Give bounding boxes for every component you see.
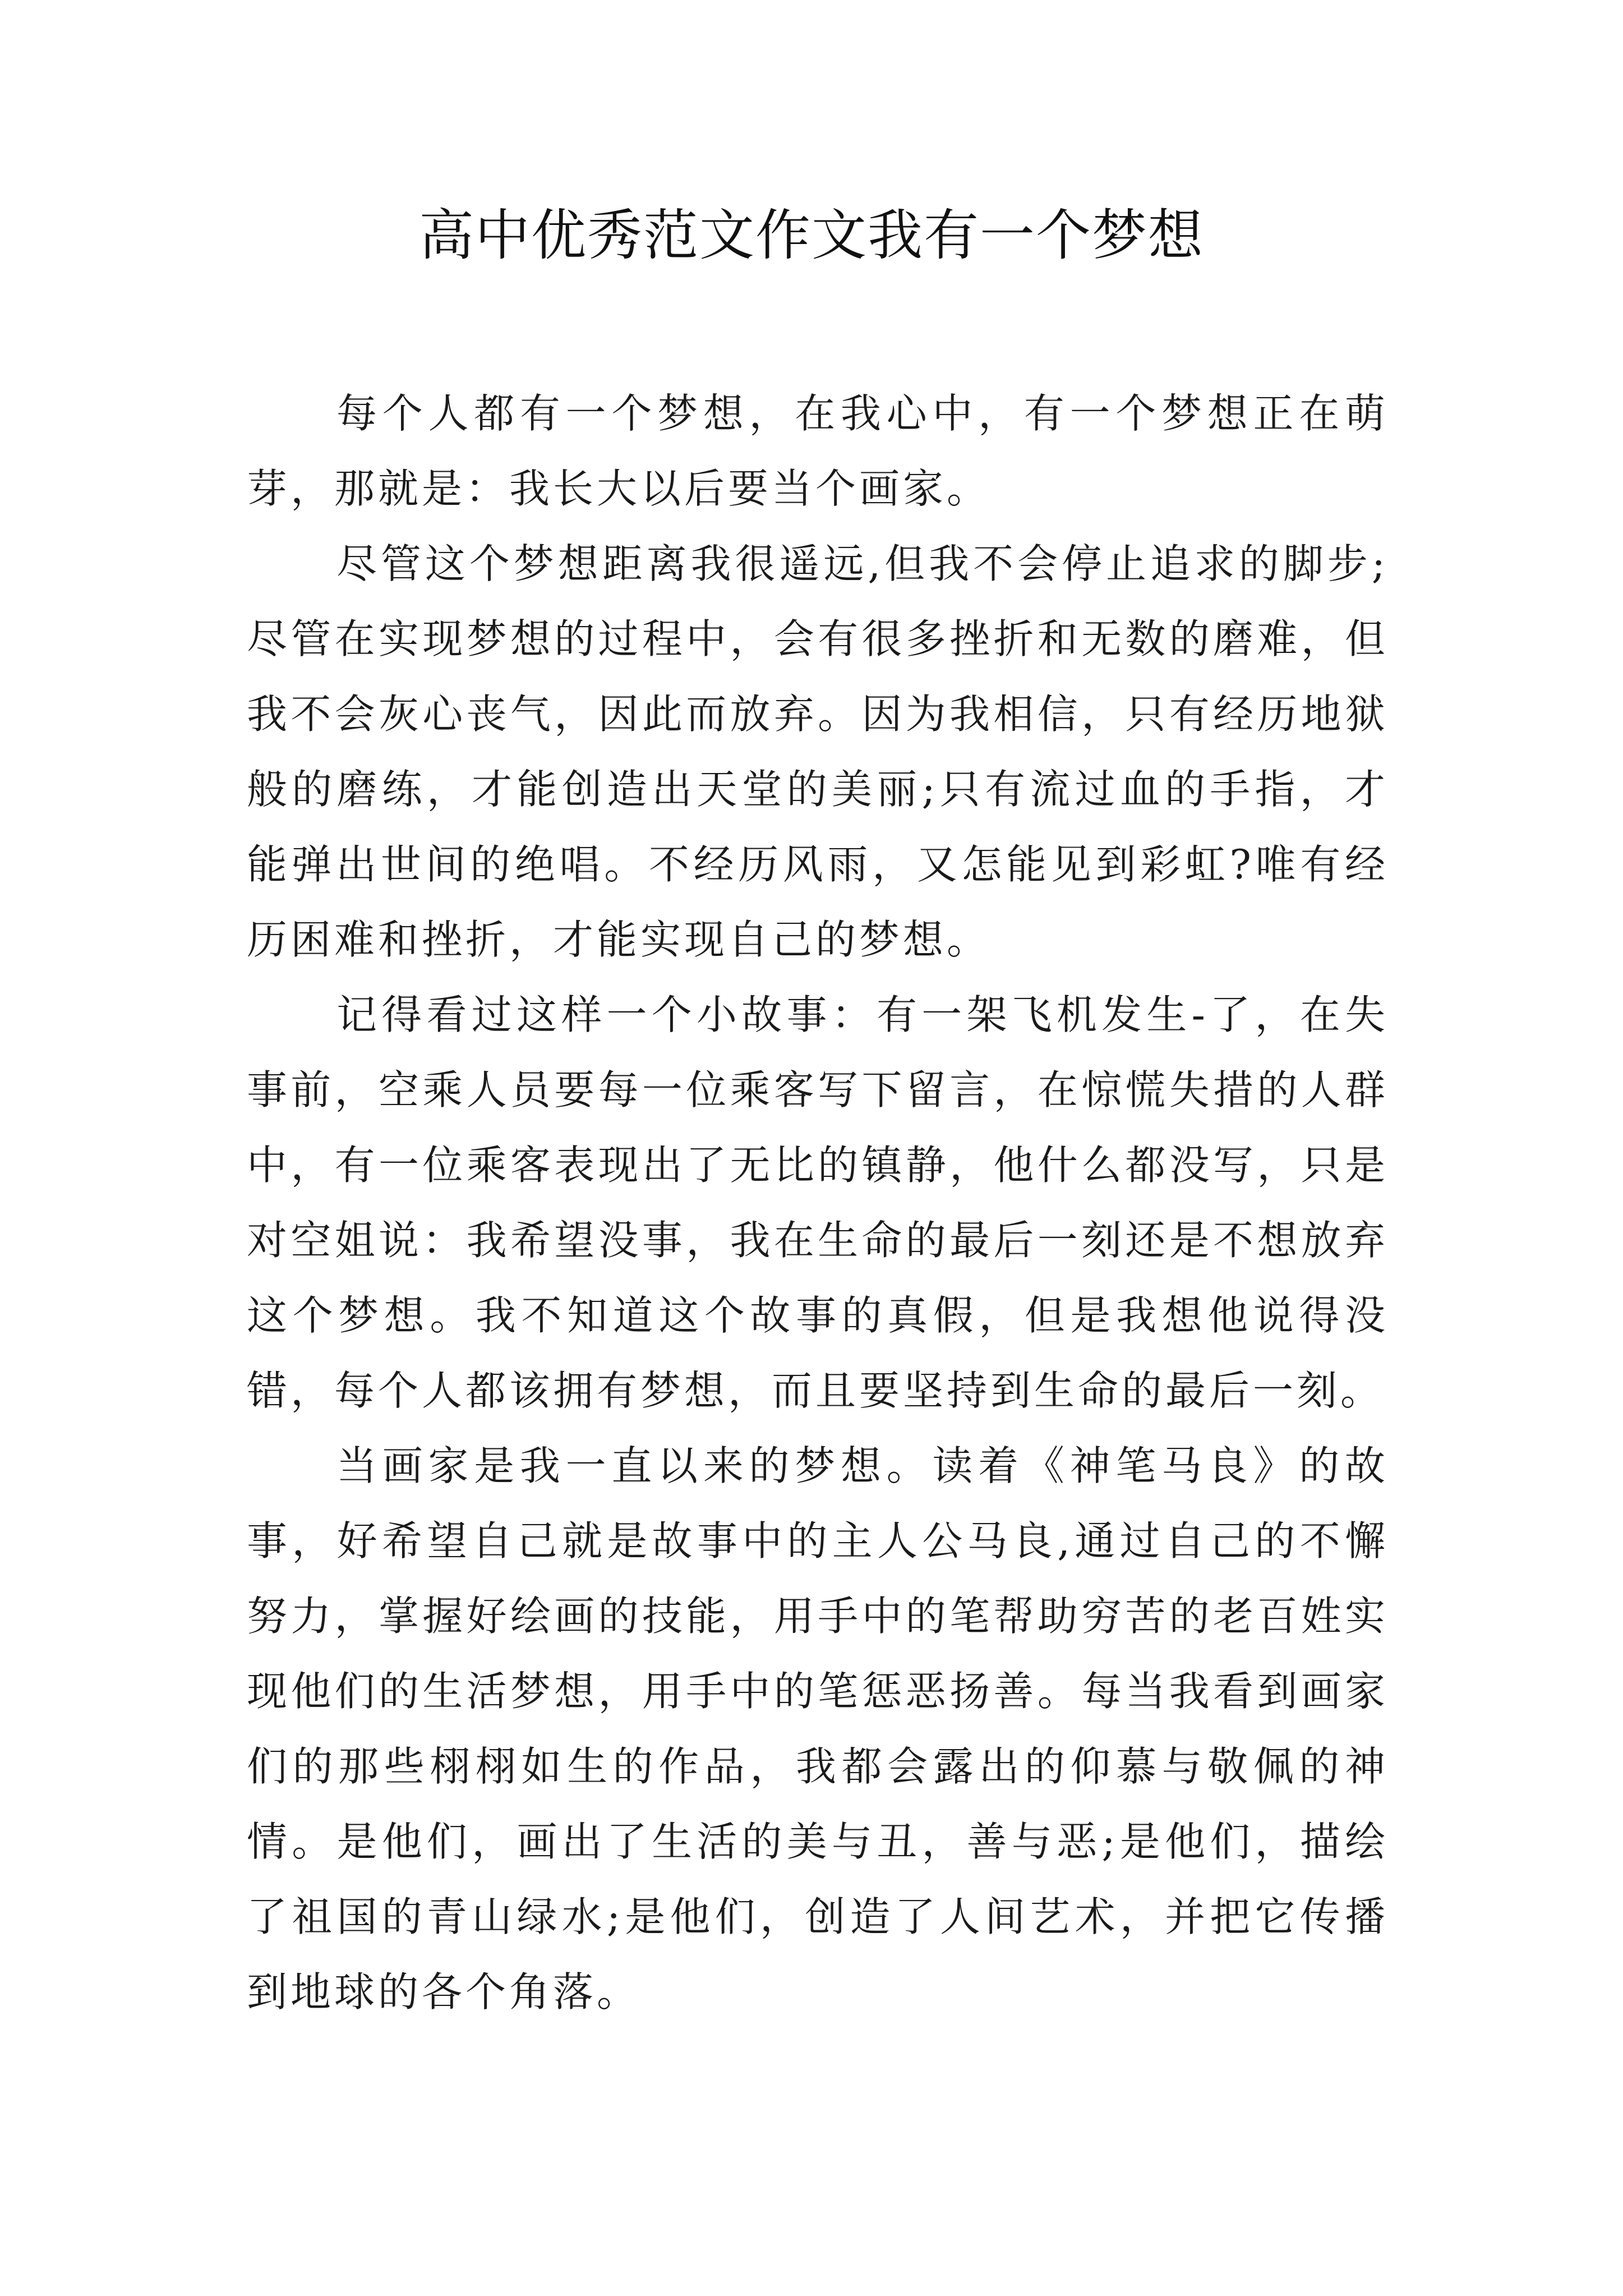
paragraph-3: 记得看过这样一个小故事：有一架飞机发生-了，在失事前，空乘人员要每一位乘客写下留言，在惊慌失措的人群中，有一位乘客表现出了无比的镇静，他什么都没写，只是对空姐说：我希望没事，我在生命的最后一刻还是不想放弃这个梦想。我不知道这个故事的真假，但是我想他说得没错，每个人都该拥有梦想，而且要坚持到生命的最后一刻。 (247, 991, 1389, 1414)
document-body (247, 376, 1389, 2030)
paragraph-4: 当画家是我一直以来的梦想。读着《神笔马良》的故事，好希望自己就是故事中的主人公马良,通过自己的不懈努力，掌握好绘画的技能，用手中的笔帮助穷苦的老百姓实现他们的生活梦想，用手中的笔惩恶扬善。每当我看到画家们的那些栩栩如生的作品，我都会露出的仰慕与敬佩的神情。是他们，画出了生活的美与丑，善与恶;是他们，描绘了祖国的青山绿水;是他们，创造了人间艺术，并把它传播到地球的各个角落。 (247, 1442, 1389, 2016)
paragraph-1: 每个人都有一个梦想，在我心中，有一个梦想正在萌芽，那就是：我长大以后要当个画家。 (247, 390, 1389, 512)
paragraph-2: 尽管这个梦想距离我很遥远,但我不会停止追求的脚步;尽管在实现梦想的过程中，会有很多挫折和无数的磨难，但我不会灰心丧气，因此而放弃。因为我相信，只有经历地狱般的磨练，才能创造出天堂的美丽;只有流过血的手指，才能弹出世间的绝唱。不经历风雨，又怎能见到彩虹?唯有经历困难和挫折，才能实现自己的梦想。 (247, 540, 1389, 963)
document-title: 高中优秀范文作文我有一个梦想 (418, 204, 1204, 268)
